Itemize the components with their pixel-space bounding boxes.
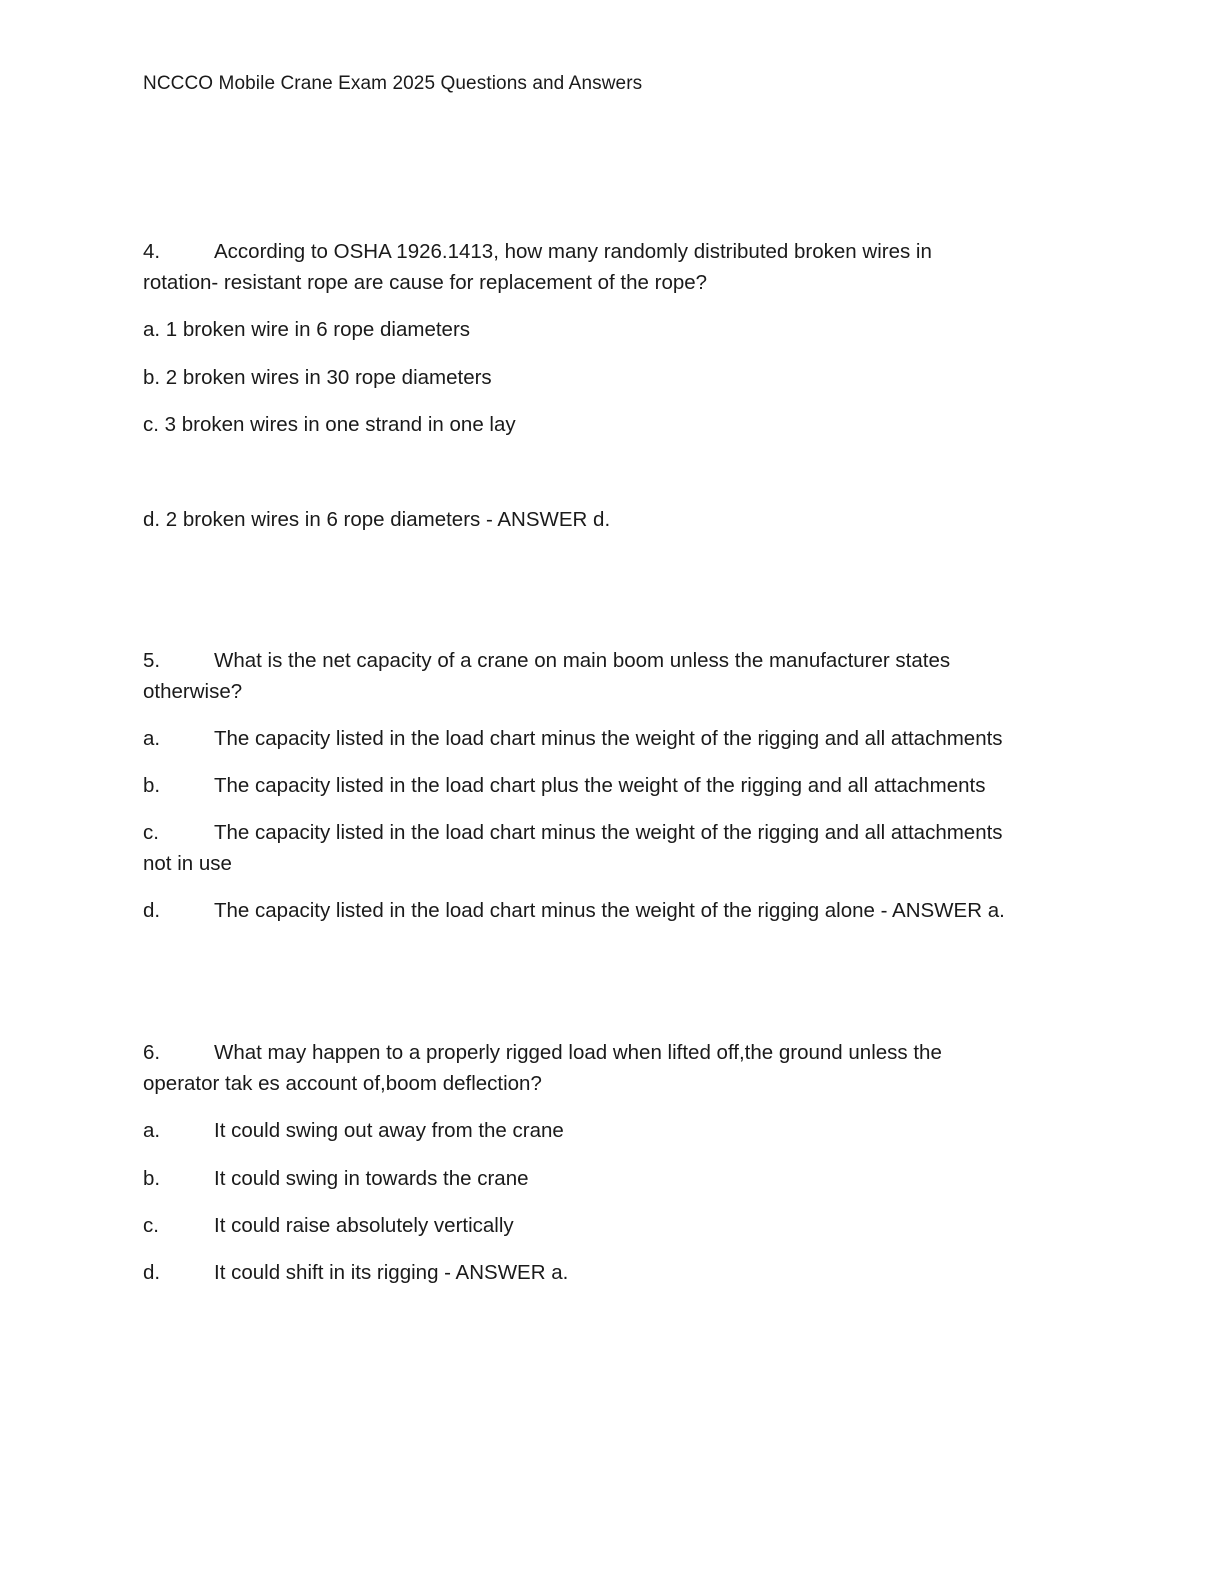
option-text: The capacity listed in the load chart minus the weight of the rigging and all attachments [214, 821, 1003, 844]
option-text: The capacity listed in the load chart plus the weight of the rigging and all attachments [214, 774, 986, 797]
question-4-option-a: a. 1 broken wire in 6 rope diameters [143, 318, 471, 341]
question-6-line-2: operator tak es account of,boom deflection? [143, 1072, 542, 1095]
question-5-line-2: otherwise? [143, 680, 243, 703]
question-5-option-b [143, 774, 985, 798]
option-letter: d. [143, 899, 161, 922]
question-5-option-c-continuation: not in use [143, 852, 232, 875]
option-letter: c. [143, 821, 159, 844]
option-text: It could swing out away from the crane [214, 1119, 564, 1142]
option-letter: a. [143, 727, 161, 750]
question-5-line-1 [143, 649, 950, 673]
question-6-line-1 [143, 1041, 942, 1065]
question-4-line-2: rotation- resistant rope are cause for replacement of the rope? [143, 271, 708, 294]
question-4-option-d: d. 2 broken wires in 6 rope diameters - ANSWER d. [143, 508, 611, 531]
option-letter: d. [143, 1261, 161, 1284]
option-text: It could shift in its rigging - ANSWER a. [214, 1261, 569, 1284]
question-6-option-a [143, 1119, 564, 1143]
option-letter: a. [143, 1119, 161, 1142]
question-6-option-b [143, 1167, 529, 1191]
question-4-option-b: b. 2 broken wires in 30 rope diameters [143, 366, 492, 389]
question-5-option-a [143, 727, 1003, 751]
option-letter: b. [143, 1167, 161, 1190]
question-4-option-c: c. 3 broken wires in one strand in one lay [143, 413, 516, 436]
question-number: 6. [143, 1041, 161, 1064]
option-text: The capacity listed in the load chart minus the weight of the rigging and all attachments [214, 727, 1003, 750]
question-6-option-c [143, 1214, 514, 1238]
question-text: According to OSHA 1926.1413, how many randomly distributed broken wires in [214, 240, 932, 263]
option-text: The capacity listed in the load chart minus the weight of the rigging alone - ANSWER a. [214, 899, 1005, 922]
question-4-line-1 [143, 240, 932, 264]
question-number: 4. [143, 240, 161, 263]
question-5-option-d [143, 899, 1005, 923]
option-letter: b. [143, 774, 161, 797]
document-header: NCCCO Mobile Crane Exam 2025 Questions and Answers [143, 73, 643, 94]
question-5-option-c [143, 821, 1003, 845]
question-text: What may happen to a properly rigged load when lifted off,the ground unless the [214, 1041, 942, 1064]
option-text: It could swing in towards the crane [214, 1167, 529, 1190]
option-letter: c. [143, 1214, 159, 1237]
question-text: What is the net capacity of a crane on main boom unless the manufacturer states [214, 649, 951, 672]
question-6-option-d [143, 1261, 568, 1285]
question-number: 5. [143, 649, 161, 672]
option-text: It could raise absolutely vertically [214, 1214, 514, 1237]
